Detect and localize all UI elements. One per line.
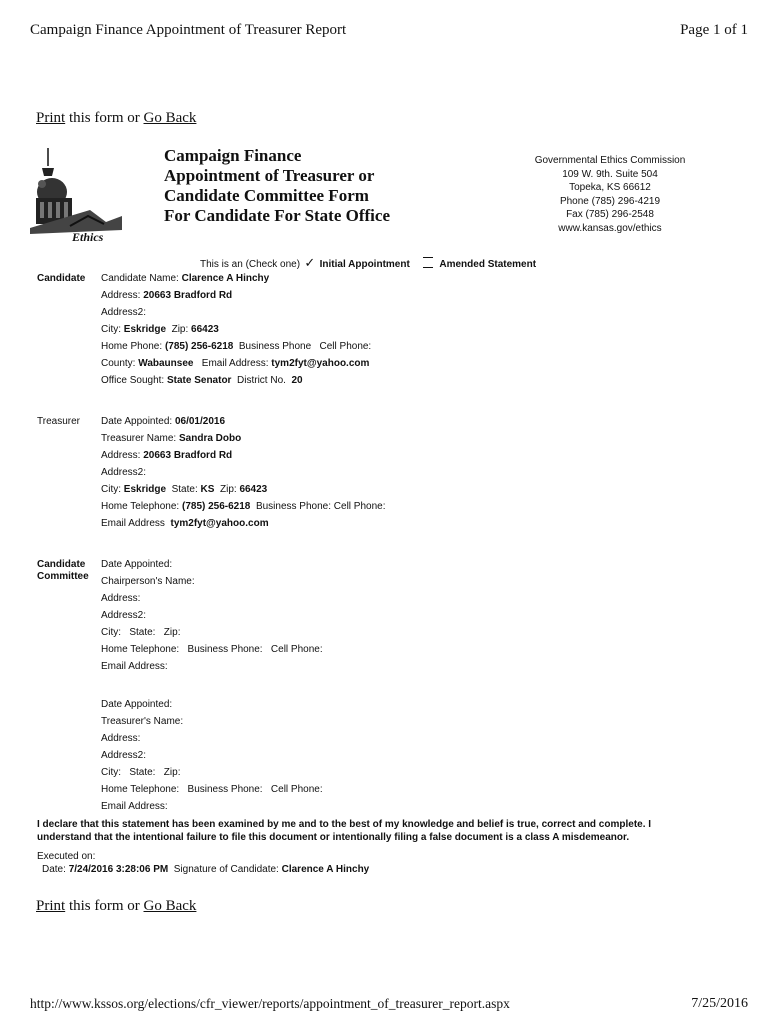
candidate-zip: 66423 [191, 324, 219, 335]
amended-checkbox-icon[interactable] [423, 257, 433, 268]
candidate-address: 20663 Bradford Rd [143, 290, 233, 301]
execution-row: Date: 7/24/2016 3:28:06 PM Signature of Candidate: Clarence A Hinchy [42, 864, 370, 875]
declaration-line: I declare that this statement has been examined by me and to the best of my knowledge and belief is true, correct and complete. I [37, 819, 652, 830]
nav-separator-text: this form or [65, 110, 144, 126]
treasurer-name: Sandra Dobo [179, 433, 242, 444]
treasurer-date-row: Date Appointed: 06/01/2016 [101, 416, 226, 427]
candidate-email: tym2fyt@yahoo.com [271, 358, 370, 369]
treasurer-city-row: City: Eskridge State: KS Zip: 66423 [101, 484, 268, 495]
amended-statement-label: Amended Statement [439, 259, 537, 270]
agency-website: www.kansas.gov/ethics [558, 222, 662, 234]
candidate-home-phone: (785) 256-6218 [164, 341, 234, 352]
treasurer-section-label: Treasurer [37, 416, 80, 427]
candidate-county: Wabaunsee [138, 358, 194, 369]
form-title [164, 146, 390, 226]
agency-contact [530, 154, 690, 235]
candidate-section-label: Candidate [37, 273, 86, 284]
go-back-link[interactable]: Go Back [143, 110, 197, 126]
candidate-name-row: Candidate Name: Clarence A Hinchy [101, 273, 270, 284]
treasurer-date: 06/01/2016 [174, 416, 226, 427]
committee-section-label: Candidate Committee [37, 559, 89, 582]
execution-date: 7/24/2016 3:28:06 PM [68, 864, 169, 875]
committee-phone-row: Home Telephone: Business Phone: Cell Phone: [101, 644, 323, 655]
committee-treasurer-name-row: Treasurer's Name: [101, 716, 184, 727]
committee-treasurer-email-row: Email Address: [101, 801, 168, 812]
treasurer-name-row: Treasurer Name: Sandra Dobo [101, 433, 242, 444]
ethics-commission-logo [30, 144, 122, 246]
candidate-address2-row: Address2: [101, 307, 147, 318]
committee-city-row: City: State: Zip: [101, 627, 181, 638]
committee-treasurer-address2-row: Address2: [101, 750, 147, 761]
agency-phone: Phone (785) 296-4219 [559, 195, 661, 207]
agency-name: Governmental Ethics Commission [534, 155, 686, 166]
executed-on-label: Executed on: [37, 851, 96, 862]
initial-checkbox-checked-icon[interactable]: ✓ [304, 255, 316, 270]
treasurer-email: tym2fyt@yahoo.com [170, 518, 269, 529]
committee-treasurer-city-row: City: State: Zip: [101, 767, 181, 778]
candidate-signature: Clarence A Hinchy [281, 864, 370, 875]
top-nav [36, 110, 196, 127]
committee-treasurer-date-row: Date Appointed: [101, 699, 173, 710]
treasurer-address2-row: Address2: [101, 467, 147, 478]
nav-separator-text: this form or [65, 898, 144, 914]
candidate-address-row: Address: 20663 Bradford Rd [101, 290, 233, 301]
go-back-link-bottom[interactable]: Go Back [143, 898, 197, 914]
committee-address-row: Address: [101, 593, 141, 604]
agency-city: Topeka, KS 66612 [569, 182, 651, 193]
bottom-nav [36, 898, 196, 915]
form-title-line: Campaign Finance [164, 146, 302, 165]
candidate-district: 20 [291, 375, 303, 386]
treasurer-city: Eskridge [123, 484, 167, 495]
print-link-bottom[interactable]: Print [36, 898, 66, 914]
check-one-row [200, 255, 536, 271]
agency-fax: Fax (785) 296-2548 [566, 209, 654, 220]
footer-date: 7/25/2016 [691, 996, 748, 1011]
treasurer-email-row: Email Address tym2fyt@yahoo.com [101, 518, 269, 529]
candidate-city: Eskridge [123, 324, 167, 335]
treasurer-address-row: Address: 20663 Bradford Rd [101, 450, 233, 461]
committee-chair-row: Chairperson's Name: [101, 576, 195, 587]
committee-address2-row: Address2: [101, 610, 147, 621]
page-number: Page 1 of 1 [680, 22, 748, 38]
declaration-line: understand that the intentional failure to file this document or intentionally filing a false document is a class A misdemeanor. [37, 832, 630, 843]
print-link[interactable]: Print [36, 110, 66, 126]
candidate-city-row: City: Eskridge Zip: 66423 [101, 324, 219, 335]
page-header-title: Campaign Finance Appointment of Treasurer Report [30, 22, 347, 38]
form-title-line: Appointment of Treasurer or [164, 166, 375, 185]
footer-url: http://www.kssos.org/elections/cfr_viewer/reports/appointment_of_treasurer_report.aspx [30, 996, 510, 1011]
committee-treasurer-phone-row: Home Telephone: Business Phone: Cell Phone: [101, 784, 323, 795]
check-prompt: This is an (Check one) [200, 259, 301, 270]
committee-treasurer-address-row: Address: [101, 733, 141, 744]
treasurer-phone-row: Home Telephone: (785) 256-6218 Business Phone: Cell Phone: [101, 501, 386, 512]
form-title-line: For Candidate For State Office [164, 206, 390, 225]
form-title-line: Candidate Committee Form [164, 186, 369, 205]
declaration-text [37, 818, 651, 844]
candidate-county-row: County: Wabaunsee Email Address: tym2fyt@yahoo.com [101, 358, 370, 369]
committee-email-row: Email Address: [101, 661, 168, 672]
logo-caption: Ethics [72, 230, 104, 244]
candidate-office: State Senator [166, 375, 232, 386]
candidate-office-row: Office Sought: State Senator District No. 20 [101, 375, 303, 386]
treasurer-state: KS [200, 484, 215, 495]
treasurer-address: 20663 Bradford Rd [143, 450, 233, 461]
treasurer-zip: 66423 [239, 484, 268, 495]
agency-street: 109 W. 9th. Suite 504 [562, 168, 658, 180]
candidate-phone-row: Home Phone: (785) 256-6218 Business Phone Cell Phone: [101, 341, 372, 352]
candidate-name: Clarence A Hinchy [181, 273, 270, 284]
treasurer-home-phone: (785) 256-6218 [181, 501, 251, 512]
initial-appointment-label: Initial Appointment [319, 259, 410, 270]
committee-date-row: Date Appointed: [101, 559, 173, 570]
